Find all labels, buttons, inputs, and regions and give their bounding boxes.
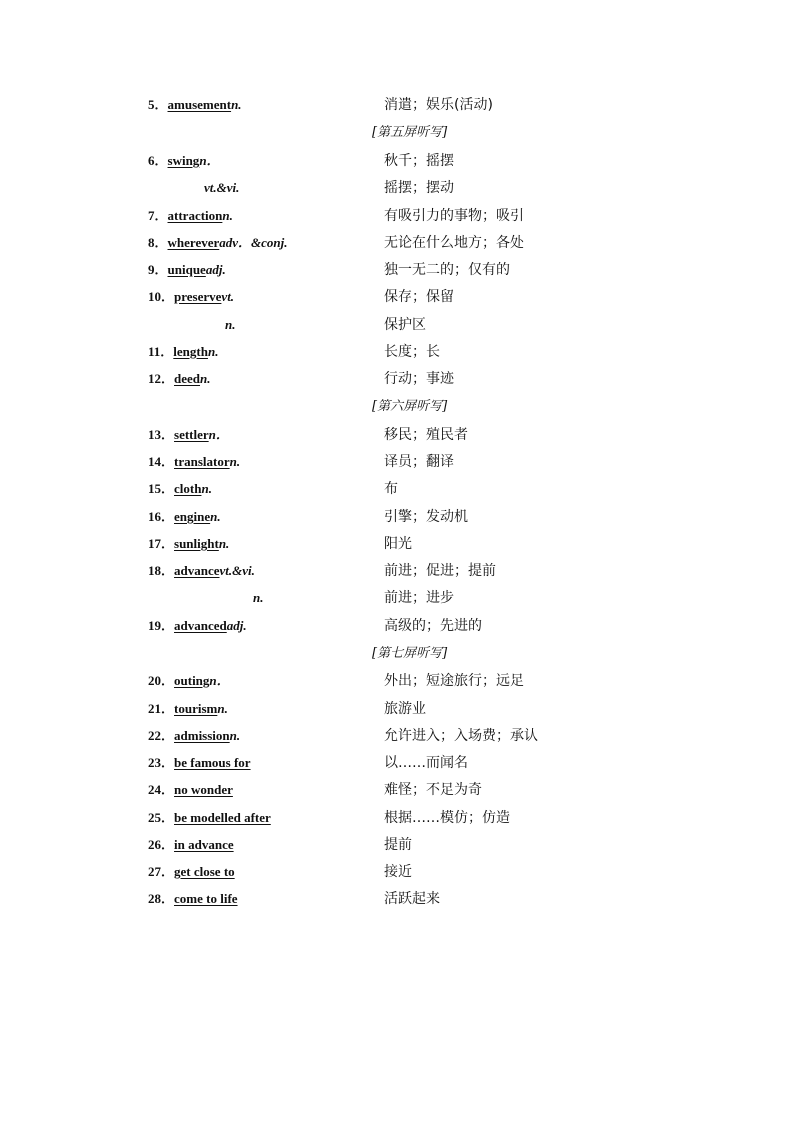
- vocab-word: get close to: [174, 864, 235, 879]
- vocab-meaning: 难怪；不足为奇: [384, 782, 482, 798]
- part-of-speech: vt.&vi.: [204, 180, 240, 195]
- vocab-word: length: [173, 344, 208, 359]
- vocab-word: advance: [174, 563, 220, 578]
- part-of-speech: n.: [217, 701, 228, 716]
- section-header-row: [0, 396, 794, 418]
- vocab-term: [148, 615, 247, 637]
- vocab-term: [148, 94, 242, 116]
- vocab-word: unique: [167, 262, 206, 277]
- vocab-meaning: 提前: [384, 837, 412, 853]
- part-of-speech: n.: [210, 509, 221, 524]
- vocab-row: [0, 615, 794, 637]
- vocab-word: advanced: [174, 618, 227, 633]
- vocab-word: amusement: [167, 97, 232, 112]
- vocab-meaning: 允许进入；入场费；承认: [384, 728, 538, 744]
- vocab-meaning: 长度；长: [384, 344, 440, 360]
- vocab-term: [225, 314, 235, 336]
- vocab-meaning: 保存；保留: [384, 289, 454, 305]
- vocab-meaning: 前进；进步: [384, 590, 454, 606]
- item-number: 10．: [148, 289, 175, 304]
- section-header: [第五屏听写]: [372, 125, 448, 140]
- vocab-meaning: 阳光: [384, 536, 412, 552]
- part-of-speech: n．: [208, 427, 229, 442]
- vocab-word: in advance: [174, 837, 234, 852]
- vocab-row: [0, 150, 794, 172]
- vocab-word: admission: [174, 728, 230, 743]
- vocab-meaning: 接近: [384, 864, 412, 880]
- item-number: 19．: [148, 618, 175, 633]
- vocab-word: be famous for: [174, 755, 251, 770]
- vocab-word: no wonder: [174, 782, 233, 797]
- part-of-speech: n.: [225, 317, 236, 332]
- vocab-row: [0, 177, 794, 199]
- vocab-word: deed: [174, 371, 201, 386]
- vocab-term: [148, 698, 228, 720]
- vocab-row: [0, 670, 794, 692]
- vocab-meaning: 旅游业: [384, 701, 426, 717]
- vocab-meaning: 秋千；摇摆: [384, 153, 454, 169]
- vocab-word: engine: [174, 509, 211, 524]
- item-number: 6．: [148, 153, 168, 168]
- part-of-speech: adj.: [226, 618, 247, 633]
- vocab-term: [148, 150, 220, 172]
- vocab-meaning: 译员；翻译: [384, 454, 454, 470]
- part-of-speech: n.: [231, 97, 242, 112]
- vocab-term: [148, 506, 221, 528]
- vocab-term: [148, 478, 212, 500]
- vocab-row: [0, 314, 794, 336]
- vocab-term: [148, 861, 235, 883]
- vocab-term: [148, 341, 218, 363]
- vocab-meaning: 活跃起来: [384, 891, 440, 907]
- part-of-speech: n.: [207, 344, 219, 359]
- vocab-meaning: 消遣；娱乐(活动): [384, 97, 493, 113]
- vocab-term: [148, 533, 229, 555]
- vocab-term: [148, 752, 251, 774]
- vocab-word: sunlight: [174, 536, 219, 551]
- item-number: 26．: [148, 837, 175, 852]
- part-of-speech: vt.&vi.: [219, 563, 255, 578]
- vocab-term: [148, 205, 233, 227]
- vocab-row: [0, 424, 794, 446]
- vocab-row: [0, 587, 794, 609]
- vocab-row: [0, 533, 794, 555]
- vocab-meaning: 前进；促进；提前: [384, 563, 496, 579]
- part-of-speech: adv．&conj.: [219, 235, 288, 250]
- vocab-term: [148, 451, 240, 473]
- section-header: [第七屏听写]: [372, 646, 448, 661]
- vocab-row: [0, 232, 794, 254]
- section-header-row: [0, 643, 794, 665]
- vocab-meaning: 外出；短途旅行；远足: [384, 673, 524, 689]
- item-number: 28．: [148, 891, 175, 906]
- vocab-word: settler: [174, 427, 209, 442]
- vocab-term: [148, 779, 233, 801]
- vocab-row: [0, 451, 794, 473]
- vocab-row: [0, 368, 794, 390]
- vocab-term: [148, 670, 230, 692]
- vocab-row: [0, 834, 794, 856]
- vocab-row: [0, 341, 794, 363]
- item-number: 8．: [148, 235, 168, 250]
- vocab-term: [148, 834, 234, 856]
- vocab-word: preserve: [174, 289, 222, 304]
- vocab-term: [148, 368, 211, 390]
- vocab-row: [0, 888, 794, 910]
- vocab-row: [0, 478, 794, 500]
- item-number: 12．: [148, 371, 175, 386]
- part-of-speech: n.: [200, 371, 211, 386]
- vocab-term: [148, 424, 229, 446]
- vocab-word: swing: [167, 153, 200, 168]
- vocab-meaning: 独一无二的；仅有的: [384, 262, 510, 278]
- part-of-speech: n.: [222, 208, 233, 223]
- item-number: 27．: [148, 864, 175, 879]
- item-number: 5．: [148, 97, 168, 112]
- vocab-term: [148, 232, 288, 254]
- vocab-row: [0, 861, 794, 883]
- vocab-row: [0, 807, 794, 829]
- vocab-row: [0, 286, 794, 308]
- vocab-meaning: 摇摆；摆动: [384, 180, 454, 196]
- vocab-meaning: 无论在什么地方；各处: [384, 235, 524, 251]
- vocab-row: [0, 752, 794, 774]
- vocab-term: [148, 725, 240, 747]
- item-number: 15．: [148, 481, 175, 496]
- item-number: 17．: [148, 536, 175, 551]
- item-number: 24．: [148, 782, 175, 797]
- item-number: 11．: [148, 344, 174, 359]
- vocab-row: [0, 725, 794, 747]
- item-number: 7．: [148, 208, 168, 223]
- part-of-speech: adj.: [205, 262, 226, 277]
- vocab-word: tourism: [174, 701, 218, 716]
- vocab-word: cloth: [174, 481, 202, 496]
- vocab-word: translator: [174, 454, 230, 469]
- vocab-word: come to life: [174, 891, 238, 906]
- vocab-word: wherever: [167, 235, 220, 250]
- part-of-speech: n.: [218, 536, 230, 551]
- vocab-term: [148, 286, 234, 308]
- item-number: 9．: [148, 262, 168, 277]
- part-of-speech: n.: [253, 590, 264, 605]
- item-number: 16．: [148, 509, 175, 524]
- part-of-speech: n．: [209, 673, 230, 688]
- vocab-term: [148, 807, 271, 829]
- vocab-row: [0, 259, 794, 281]
- item-number: 13．: [148, 427, 175, 442]
- item-number: 18．: [148, 563, 175, 578]
- vocab-term: [204, 177, 239, 199]
- vocab-row: [0, 205, 794, 227]
- item-number: 23．: [148, 755, 175, 770]
- vocab-meaning: 移民；殖民者: [384, 427, 468, 443]
- item-number: 20．: [148, 673, 175, 688]
- part-of-speech: n.: [229, 728, 241, 743]
- vocab-row: [0, 698, 794, 720]
- section-header-row: [0, 122, 794, 144]
- item-number: 14．: [148, 454, 175, 469]
- part-of-speech: n.: [229, 454, 241, 469]
- vocab-word: attraction: [167, 208, 223, 223]
- part-of-speech: n.: [201, 481, 212, 496]
- item-number: 21．: [148, 701, 175, 716]
- vocab-row: [0, 94, 794, 116]
- vocab-row: [0, 506, 794, 528]
- vocab-term: [148, 888, 238, 910]
- vocab-meaning: 引擎；发动机: [384, 509, 468, 525]
- vocab-meaning: 根据……模仿；仿造: [384, 810, 510, 826]
- part-of-speech: n．: [199, 153, 220, 168]
- section-header: [第六屏听写]: [372, 399, 448, 414]
- vocab-meaning: 保护区: [384, 317, 426, 333]
- item-number: 25．: [148, 810, 175, 825]
- vocab-term: [148, 560, 255, 582]
- vocab-term: [148, 259, 226, 281]
- vocab-term: [253, 587, 263, 609]
- vocab-meaning: 布: [384, 481, 398, 497]
- item-number: 22．: [148, 728, 175, 743]
- vocab-word: be modelled after: [174, 810, 271, 825]
- vocab-row: [0, 560, 794, 582]
- vocab-meaning: 高级的；先进的: [384, 618, 482, 634]
- part-of-speech: vt.: [221, 289, 235, 304]
- vocab-row: [0, 779, 794, 801]
- vocab-meaning: 以……而闻名: [384, 755, 468, 771]
- vocab-meaning: 行动；事迹: [384, 371, 454, 387]
- vocab-word: outing: [174, 673, 210, 688]
- vocab-meaning: 有吸引力的事物；吸引: [384, 208, 524, 224]
